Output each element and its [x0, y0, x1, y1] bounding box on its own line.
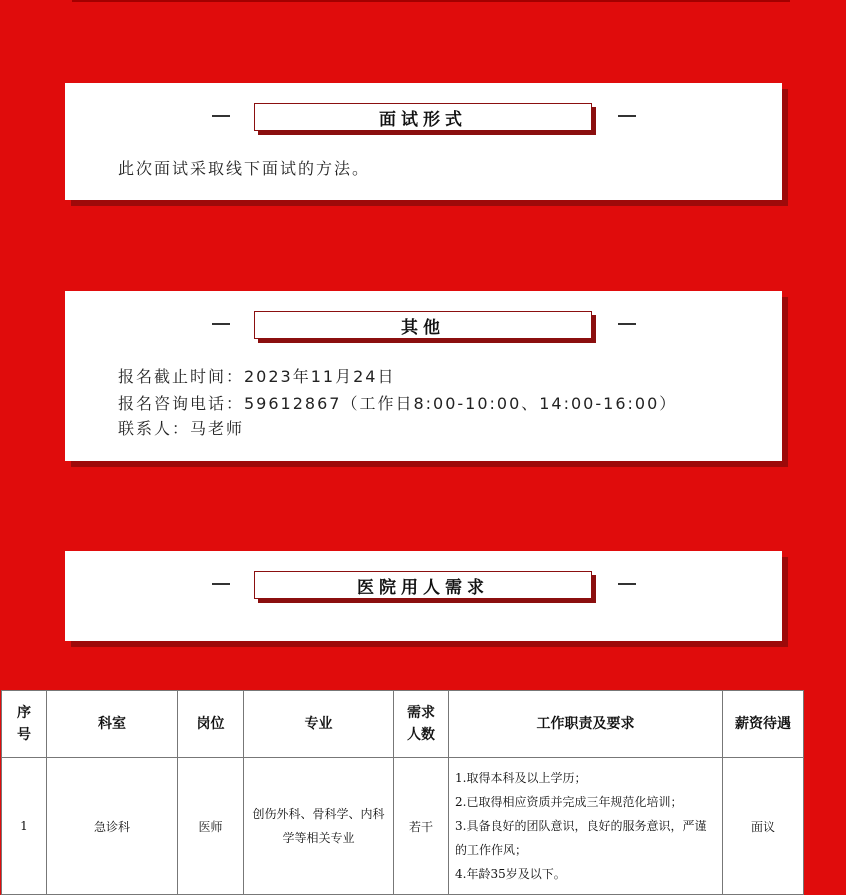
- header-dash-left: [212, 583, 230, 585]
- cell-post: 医师: [178, 758, 244, 895]
- duty-line: 4.年龄35岁及以下。: [455, 867, 566, 881]
- cell-salary: 面议: [723, 758, 804, 895]
- other-section: [65, 291, 782, 461]
- header-count: 需求人数: [394, 691, 449, 758]
- duty-line: 2.已取得相应资质并完成三年规范化培训；: [455, 795, 683, 809]
- header-dash-right: [618, 323, 636, 325]
- section-title: 其他: [254, 311, 592, 339]
- interview-text: 此次面试采取线下面试的方法。: [118, 159, 371, 178]
- demand-section: [65, 551, 782, 641]
- section-title: 医院用人需求: [254, 571, 592, 599]
- phone-text: 报名咨询电话：59612867（工作日8:00-10:00、14:00-16:00）: [118, 394, 678, 413]
- section-header: [65, 571, 782, 601]
- cell-dept: 急诊科: [47, 758, 178, 895]
- deadline-text: 报名截止时间：2023年11月24日: [118, 367, 396, 386]
- header-dept: 科室: [47, 691, 178, 758]
- duty-line: 1.取得本科及以上学历；: [455, 771, 587, 785]
- header-dash-right: [618, 115, 636, 117]
- top-divider: [72, 0, 790, 2]
- cell-index: 1: [2, 758, 47, 895]
- cell-count: 若干: [394, 758, 449, 895]
- section-title: 面试形式: [254, 103, 592, 131]
- section-header: [65, 103, 782, 133]
- cell-major: 创伤外科、骨科学、内科学等相关专业: [244, 758, 394, 895]
- header-post: 岗位: [178, 691, 244, 758]
- section-header: [65, 311, 782, 341]
- duty-line: 3.具备良好的团队意识，良好的服务意识，严谨: [455, 819, 707, 833]
- header-index: 序号: [2, 691, 47, 758]
- header-duties: 工作职责及要求: [449, 691, 723, 758]
- contact-text: 联系人：马老师: [118, 419, 245, 438]
- table-row: [2, 758, 804, 895]
- header-dash-right: [618, 583, 636, 585]
- table-header-row: [2, 691, 804, 758]
- interview-section: [65, 83, 782, 200]
- header-dash-left: [212, 115, 230, 117]
- header-dash-left: [212, 323, 230, 325]
- header-salary: 薪资待遇: [723, 691, 804, 758]
- demand-table: [1, 690, 804, 895]
- duty-line: 的工作作风；: [455, 843, 528, 857]
- header-major: 专业: [244, 691, 394, 758]
- cell-duties: [449, 758, 723, 895]
